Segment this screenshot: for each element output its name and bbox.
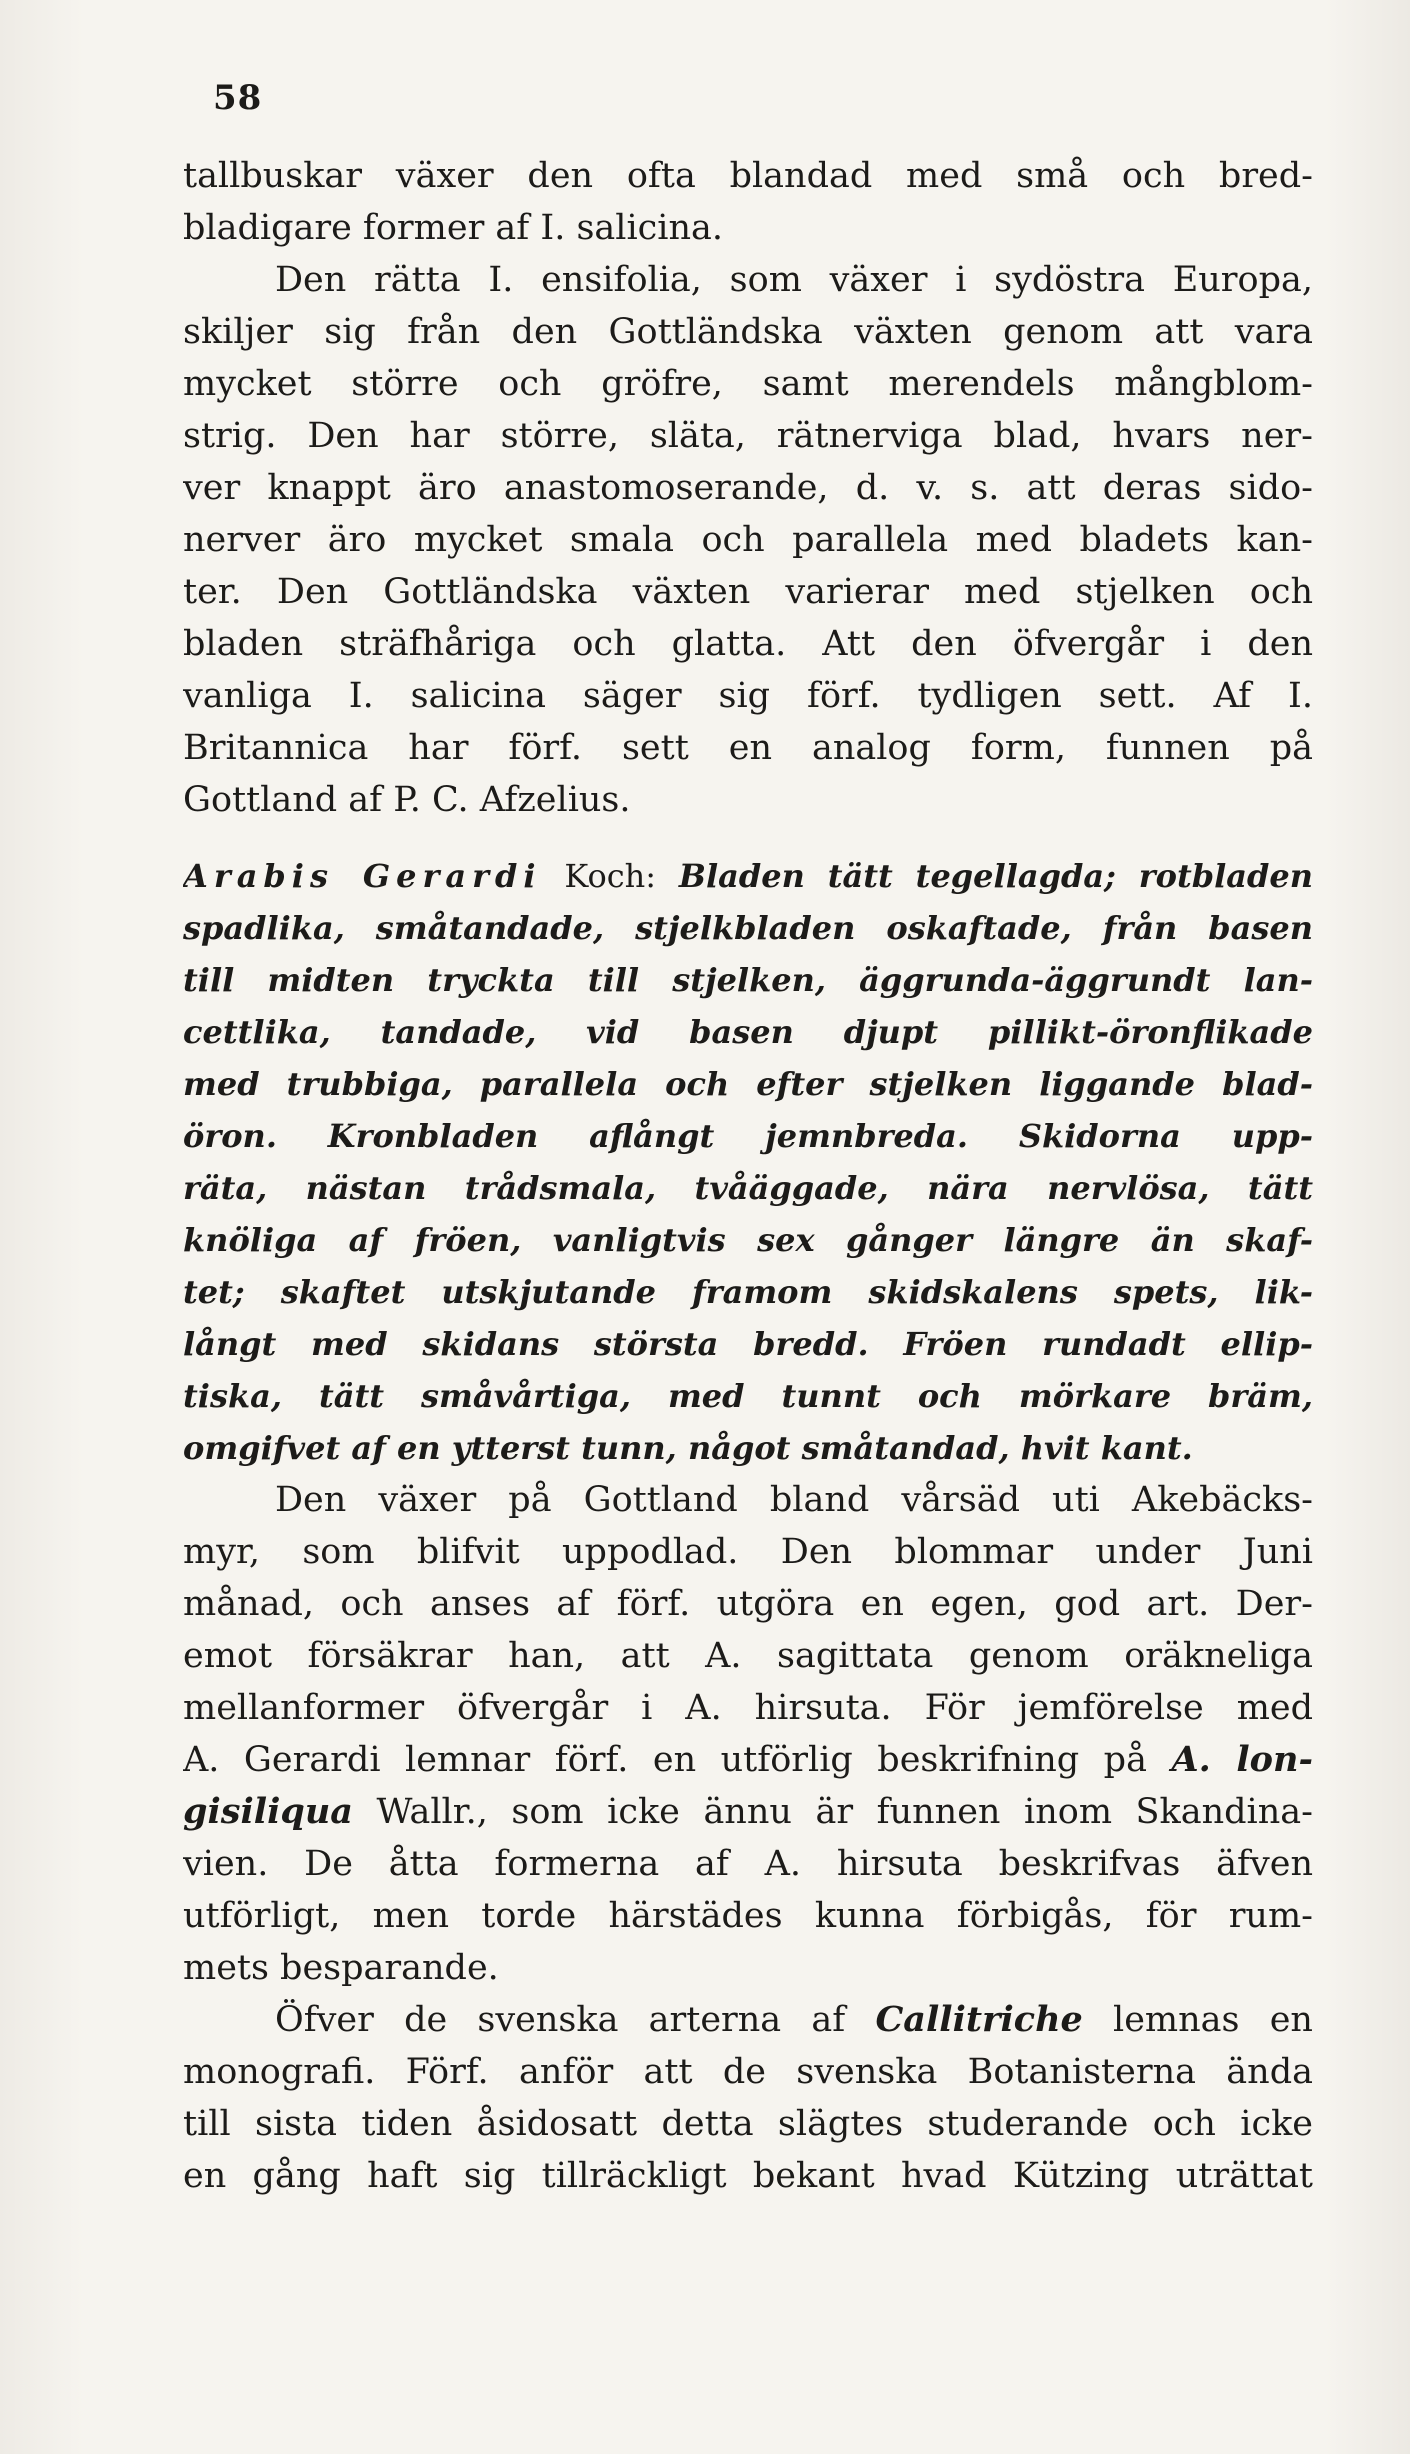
text-line: myr, som blifvit uppodlad. Den blommar under Juni: [183, 1532, 1313, 1572]
text-line: ter. Den Gottländska växten varierar med stjelken och: [183, 572, 1313, 612]
text-line: monografi. Förf. anför att de svenska Botanisterna ända: [183, 2052, 1313, 2092]
text-line: skiljer sig från den Gottländska växten genom att vara: [183, 312, 1313, 352]
paragraph-habitat: [183, 1474, 1313, 1994]
text-line: mets besparande.: [183, 1948, 499, 1988]
paragraph-callitriche: [183, 1994, 1313, 2202]
text-line: nerver äro mycket smala och parallela med bladets kan-: [183, 520, 1313, 560]
species-description-start: Bladen tätt tegellagda; rotbladen: [678, 857, 1313, 895]
text-line: [183, 1994, 1313, 2046]
text-line: bladigare former af I. salicina.: [183, 208, 723, 248]
page-number: 58: [213, 78, 263, 118]
text-line: utförligt, men torde härstädes kunna förbigås, för rum-: [183, 1896, 1313, 1936]
text-line: mycket större och gröfre, samt merendels mångblom-: [183, 364, 1313, 404]
species-name: Arabis Gerardi: [183, 857, 542, 895]
text-line: Den rätta I. ensifolia, som växer i sydöstra Europa,: [275, 260, 1313, 300]
text-line: Britannica har förf. sett en analog form, funnen på: [183, 728, 1313, 768]
text-line: tiska, tätt småvårtiga, med tunnt och mörkare bräm,: [183, 1377, 1313, 1415]
text-line: bladen sträfhåriga och glatta. Att den öfvergår i den: [183, 624, 1313, 664]
text-line: Gottland af P. C. Afzelius.: [183, 780, 631, 820]
text-line: mellanformer öfvergår i A. hirsuta. För jemförelse med: [183, 1688, 1313, 1728]
text-line: till midten tryckta till stjelken, äggrunda-äggrundt lan-: [183, 961, 1313, 999]
text-line: räta, nästan trådsmala, tvåäggade, nära nervlösa, tätt: [183, 1169, 1313, 1207]
text-line: Den växer på Gottland bland vårsäd uti Akebäcks-: [275, 1480, 1313, 1520]
species-ref: gisiliqua: [183, 1791, 353, 1832]
text-line: knöliga af fröen, vanligtvis sex gånger längre än skaf-: [183, 1221, 1313, 1259]
text-line: omgifvet af en ytterst tunn, något småtandad, hvit kant.: [183, 1429, 1193, 1467]
text-line: [183, 1734, 1313, 1786]
text-line: cettlika, tandade, vid basen djupt pillikt-öronflikade: [183, 1013, 1313, 1051]
text-line: månad, och anses af förf. utgöra en egen, god art. Der-: [183, 1584, 1313, 1624]
text-line: ver knappt äro anastomoserande, d. v. s. att deras sido-: [183, 468, 1313, 508]
text-line: vien. De åtta formerna af A. hirsuta beskrifvas äfven: [183, 1844, 1313, 1884]
text-line: en gång haft sig tillräckligt bekant hvad Kützing uträttat: [183, 2156, 1313, 2196]
text-segment: Öfver de svenska arterna af: [275, 2000, 846, 2040]
text-line: med trubbiga, parallela och efter stjelken liggande blad-: [183, 1065, 1313, 1103]
genus-ref: Callitriche: [875, 1999, 1083, 2040]
page-text: [183, 150, 1313, 2202]
species-description: [183, 850, 1313, 1474]
text-line: långt med skidans största bredd. Fröen rundadt ellip-: [183, 1325, 1313, 1363]
text-line: [183, 1786, 1313, 1838]
text-segment: lemnas en: [1113, 2000, 1313, 2040]
text-line: vanliga I. salicina säger sig förf. tydligen sett. Af I.: [183, 676, 1313, 716]
text-line: strig. Den har större, släta, rätnerviga blad, hvars ner-: [183, 416, 1313, 456]
text-line: spadlika, småtandade, stjelkbladen oskaftade, från basen: [183, 909, 1313, 947]
text-segment: A. Gerardi lemnar förf. en utförlig beskrifning på: [183, 1740, 1147, 1780]
species-author: Koch:: [564, 857, 657, 895]
text-line: tet; skaftet utskjutande framom skidskalens spets, lik-: [183, 1273, 1313, 1311]
species-ref: A. lon-: [1171, 1739, 1313, 1780]
paragraph-iris: [183, 150, 1313, 826]
text-line: öron. Kronbladen aflångt jemnbreda. Skidorna upp-: [183, 1117, 1313, 1155]
species-heading-line: [183, 850, 1313, 902]
text-line: emot försäkrar han, att A. sagittata genom oräkneliga: [183, 1636, 1313, 1676]
text-segment: Wallr., som icke ännu är funnen inom Skandina-: [376, 1792, 1313, 1832]
text-line: tallbuskar växer den ofta blandad med små och bred-: [183, 156, 1313, 196]
text-line: till sista tiden åsidosatt detta slägtes studerande och icke: [183, 2104, 1313, 2144]
